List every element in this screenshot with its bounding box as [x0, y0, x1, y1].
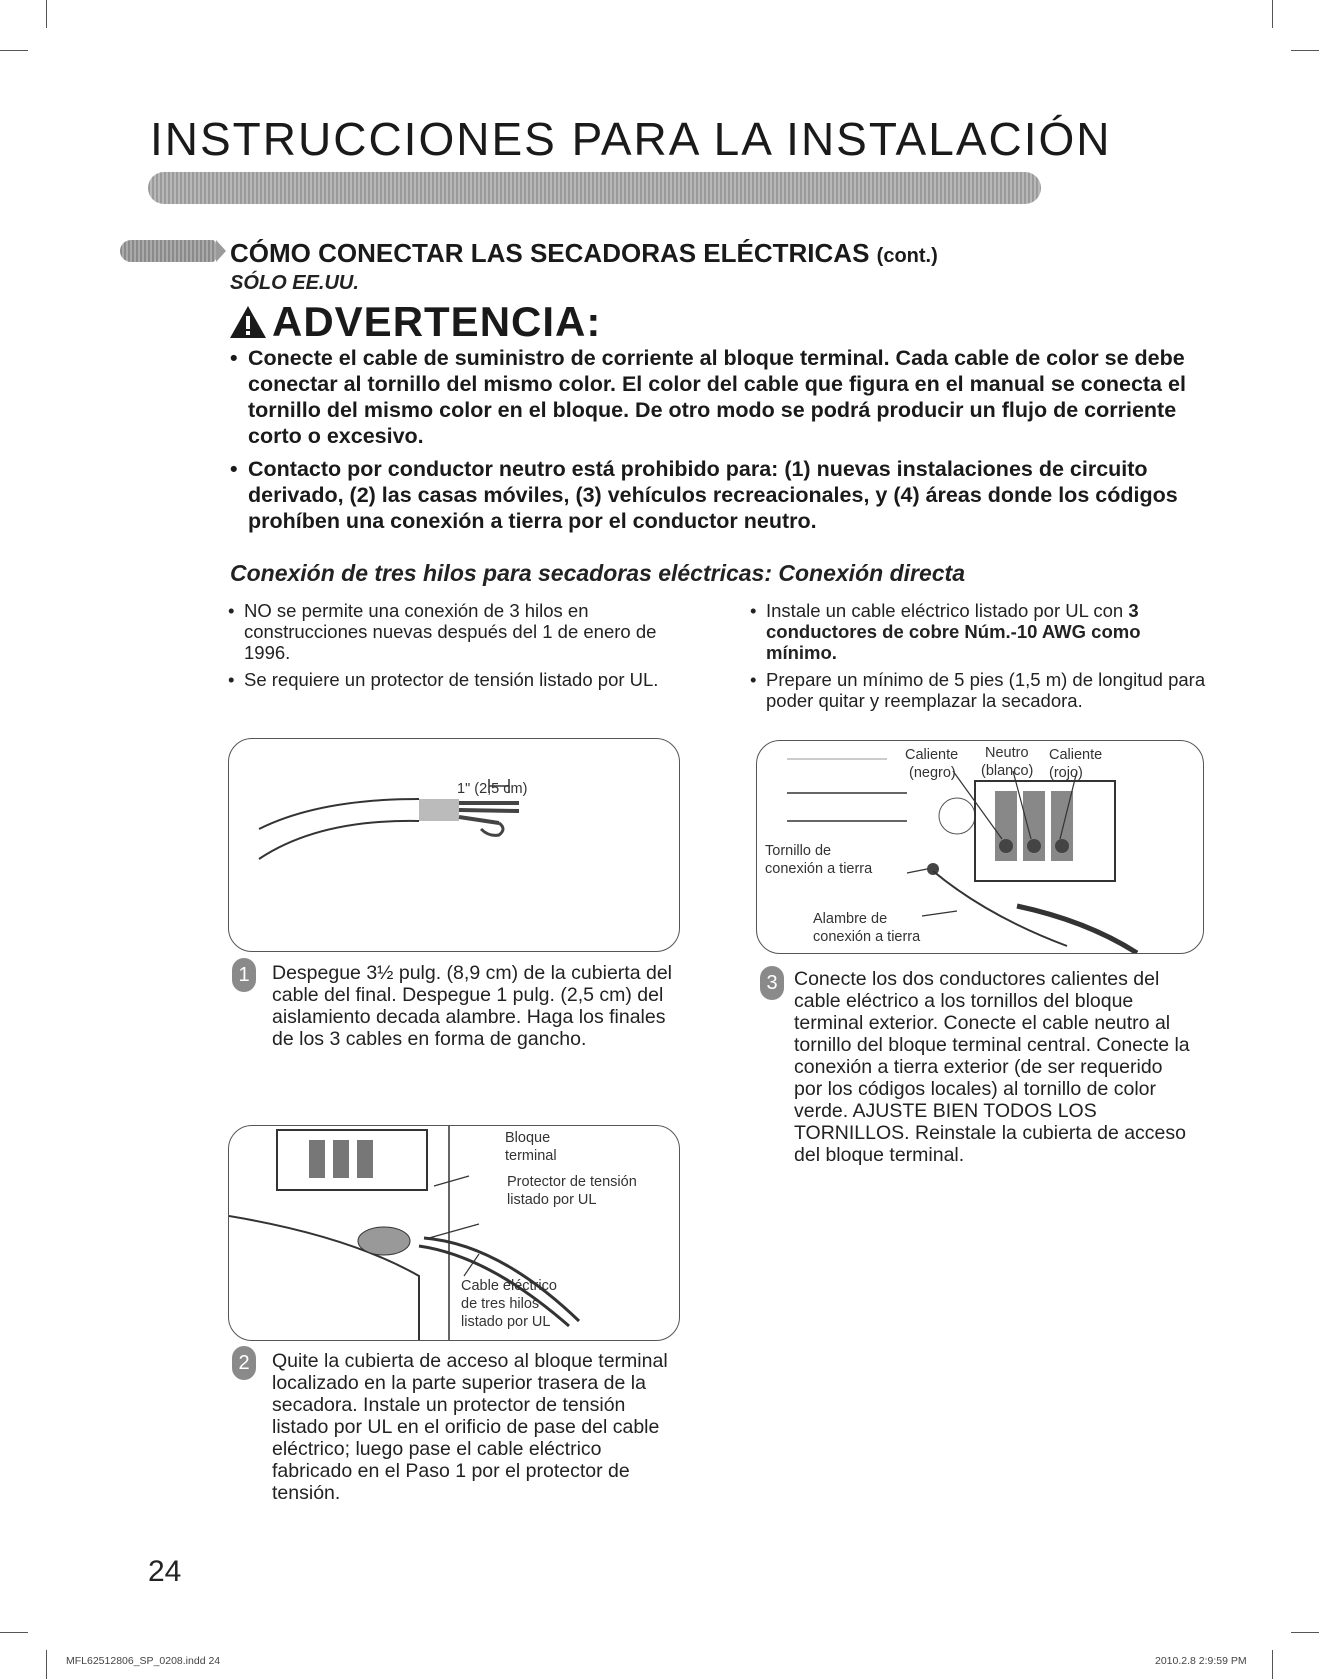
section-title-text: CÓMO CONECTAR LAS SECADORAS ELÉCTRICAS — [230, 238, 870, 268]
list-item — [750, 600, 1210, 663]
warning-icon — [228, 304, 268, 340]
footer-file-info: MFL62512806_SP_0208.indd 24 — [66, 1655, 221, 1667]
crop-mark — [1272, 0, 1273, 28]
list-item-text: Instale un cable eléctrico listado por UL con — [766, 600, 1129, 621]
callout-label: Bloque — [505, 1130, 551, 1146]
section-marker — [120, 240, 216, 262]
callout-label: Neutro — [985, 745, 1029, 761]
step-fraction: ½ — [377, 962, 394, 984]
crop-mark — [1291, 50, 1319, 51]
figure-strain-relief — [228, 1125, 680, 1341]
figure-terminal-wiring — [756, 740, 1204, 954]
callout-label: Protector de tensión — [507, 1174, 637, 1190]
callout-label: terminal — [505, 1148, 557, 1164]
page-title: INSTRUCCIONES PARA LA INSTALACIÓN — [150, 113, 1112, 165]
callout-label: (blanco) — [981, 763, 1034, 779]
title-underline-bar — [148, 172, 1041, 204]
step-text — [272, 962, 672, 1050]
warning-item: • Conecte el cable de suministro de corriente al bloque terminal. Cada cable de color se debe conectar al tornillo del mismo color. El color del cable que figura en el manual se conecta el tornillo del mismo color en el bloque. De otro modo se podrá producir un flujo de corriente corto o excesivo. — [230, 345, 1210, 449]
step-text-part: pulg. (8,9 cm) de la cubierta del cable del final. Despegue 1 pulg. (2,5 cm) del aislamiento decada alambre. Haga los finales de los 3 cables en forma de gancho. — [272, 962, 672, 1050]
callout-label: Alambre de — [813, 911, 888, 927]
callout-label: Cable eléctrico — [461, 1278, 557, 1294]
right-bullet-list — [750, 600, 1210, 717]
crop-mark — [46, 1650, 47, 1679]
callout-label: Tornillo de — [765, 843, 832, 859]
step-badge: 3 — [760, 966, 784, 1000]
warning-title-text: ADVERTENCIA: — [272, 298, 602, 345]
step-text-part: Despegue 3 — [272, 962, 378, 984]
step-badge: 2 — [232, 1346, 256, 1380]
left-bullet-list — [228, 600, 688, 696]
callout-label: conexión a tierra — [765, 861, 873, 877]
dimension-label: 1" (2,5 cm) — [457, 781, 528, 797]
callout-label: de tres hilos — [461, 1296, 540, 1312]
callout-label: conexión a tierra — [813, 929, 921, 945]
section-title — [230, 238, 938, 269]
callout-label: listado por UL — [461, 1314, 551, 1330]
warning-title — [228, 298, 601, 346]
crop-mark — [0, 1632, 28, 1633]
connection-heading: Conexión de tres hilos para secadoras eléctricas: Conexión directa — [230, 560, 965, 586]
crop-mark — [1291, 1632, 1319, 1633]
section-title-suffix: (cont.) — [876, 245, 938, 267]
step-text: Quite la cubierta de acceso al bloque terminal localizado en la parte superior trasera de la secadora. Instale un protector de tensión listado por UL en el orificio de pase del cable eléctrico; luego pase el cable eléctrico fabricado en el Paso 1 por el protector de tensión. — [272, 1350, 668, 1504]
footer-timestamp: 2010.2.8 2:9:59 PM — [1155, 1655, 1247, 1667]
list-item: • NO se permite una conexión de 3 hilos en construcciones nuevas después del 1 de enero de 1996. — [228, 600, 688, 663]
section-subtitle: SÓLO EE.UU. — [230, 272, 359, 294]
callout-label: Caliente — [1049, 747, 1103, 763]
list-item: • Prepare un mínimo de 5 pies (1,5 m) de longitud para poder quitar y reemplazar la secadora. — [750, 669, 1210, 711]
crop-mark — [1272, 1650, 1273, 1679]
callout-label: Caliente — [905, 747, 959, 763]
step-text: Conecte los dos conductores calientes del cable eléctrico a los tornillos del bloque terminal exterior. Conecte el cable neutro al tornillo del bloque terminal central. Conecte la conexión a tierra exterior (de ser requerido por los códigos locales) al tornillo de color verde. AJUSTE BIEN TODOS LOS TORNILLOS. Reinstale la cubierta de acceso del bloque terminal. — [794, 968, 1190, 1166]
warning-item: • Contacto por conductor neutro está prohibido para: (1) nuevas instalaciones de circuito derivado, (2) las casas móviles, (3) vehículos recreacionales, y (4) áreas donde los códigos prohíben una conexión a tierra por el conductor neutro. — [230, 456, 1210, 534]
list-item: • Se requiere un protector de tensión listado por UL. — [228, 669, 688, 690]
callout-label: (negro) — [909, 765, 956, 781]
warning-list — [230, 345, 1210, 541]
list-item-bold: 3 conductores de cobre Núm.-10 AWG como mínimo. — [766, 600, 1141, 663]
page-number: 24 — [148, 1555, 182, 1588]
callout-label: listado por UL — [507, 1192, 597, 1208]
cable-illustration — [229, 739, 679, 951]
crop-mark — [0, 50, 28, 51]
terminal-block-illustration — [229, 1126, 679, 1340]
figure-cable-stripping — [228, 738, 680, 952]
crop-mark — [46, 0, 47, 28]
callout-label: (rojo) — [1049, 765, 1083, 781]
step-badge: 1 — [232, 958, 256, 992]
